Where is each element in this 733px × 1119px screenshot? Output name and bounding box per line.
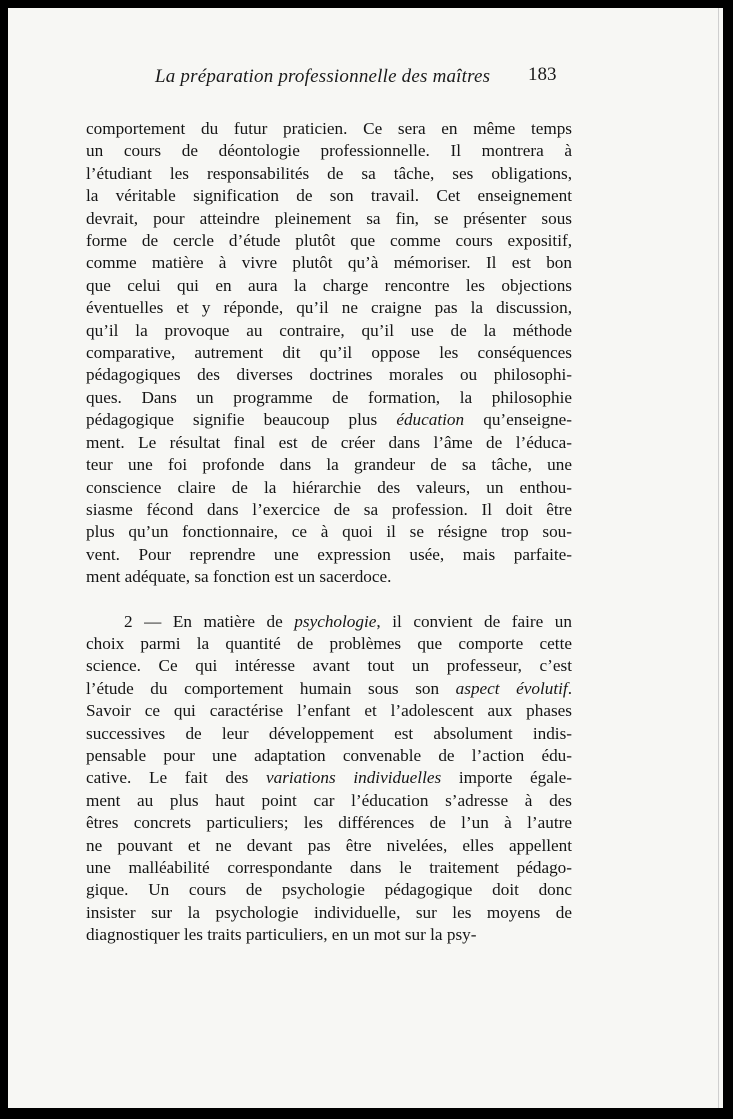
text-run: qu’il la provoque au contraire, qu’il use de la méthode bbox=[86, 320, 572, 340]
text-run: science. Ce qui intéresse avant tout un professeur, c’est bbox=[86, 656, 572, 676]
text-run: une malléabilité correspondante dans le traitement pédago- bbox=[86, 858, 572, 877]
text-run: vent. Pour reprendre une expression usée, mais parfaite- bbox=[86, 544, 572, 564]
running-title: La préparation professionnelle des maîtres bbox=[155, 66, 491, 87]
text-run: teur une foi profonde dans la grandeur de sa tâche, une bbox=[86, 455, 572, 475]
italic-phrase: psychologie bbox=[294, 611, 377, 631]
text-line bbox=[86, 812, 572, 834]
text-run: cative. Le fait des bbox=[86, 768, 266, 788]
text-run: , il convient de faire un bbox=[376, 611, 572, 631]
text-run: comme matière à vivre plutôt qu’à mémoriser. Il est bon bbox=[86, 253, 572, 273]
text-line bbox=[86, 723, 572, 745]
text-run: conscience claire de la hiérarchie des valeurs, un enthou- bbox=[86, 477, 572, 497]
text-run: ment adéquate, sa fonction est un sacerdoce. bbox=[86, 567, 392, 587]
book-page bbox=[8, 8, 723, 1108]
text-line bbox=[86, 857, 572, 879]
text-line bbox=[86, 208, 572, 230]
text-run: pédagogiques des diverses doctrines morales ou philosophi- bbox=[86, 365, 572, 385]
text-run: ment. Le résultat final est de créer dans l’âme de l’éduca- bbox=[86, 432, 572, 452]
text-line bbox=[86, 633, 572, 655]
text-run: 2 — En matière de bbox=[124, 611, 295, 631]
text-line bbox=[86, 163, 572, 185]
text-run: éventuelles et y réponde, qu’il ne craigne pas la discussion, bbox=[86, 298, 572, 318]
text-line bbox=[86, 477, 572, 499]
text-line bbox=[86, 252, 572, 274]
paragraph bbox=[86, 118, 572, 589]
text-run: ques. Dans un programme de formation, la philosophie bbox=[86, 387, 572, 407]
text-run: que celui qui en aura la charge rencontre les objections bbox=[86, 275, 572, 295]
paragraph bbox=[86, 611, 572, 947]
text-line bbox=[86, 678, 572, 700]
text-run: forme de cercle d’étude plutôt que comme cours expositif, bbox=[86, 231, 572, 251]
text-line bbox=[86, 118, 572, 140]
text-line bbox=[86, 611, 572, 633]
text-run: un cours de déontologie professionnelle. Il montrera à bbox=[86, 141, 572, 161]
text-line bbox=[86, 140, 572, 162]
text-run: comparative, autrement dit qu’il oppose les conséquences bbox=[86, 343, 572, 363]
text-line bbox=[86, 745, 572, 767]
text-line bbox=[86, 790, 572, 812]
text-run: la véritable signification de son travail. Cet enseignement bbox=[86, 186, 572, 206]
text-run: gique. Un cours de psychologie pédagogique doit donc bbox=[86, 880, 572, 900]
text-run: ne pouvant et ne devant pas être nivelées, elles appellent bbox=[86, 835, 572, 855]
italic-phrase: éducation bbox=[396, 410, 465, 430]
text-run: importe égale- bbox=[441, 768, 572, 788]
text-run: Savoir ce qui caractérise l’enfant et l’adolescent aux phases bbox=[86, 701, 572, 721]
page-edge-line bbox=[718, 8, 719, 1108]
text-line bbox=[86, 230, 572, 252]
text-line bbox=[86, 454, 572, 476]
text-run: pensable pour une adaptation convenable de l’action édu- bbox=[86, 745, 572, 765]
text-run: l’étude du comportement humain sous son bbox=[86, 678, 456, 698]
text-line bbox=[86, 700, 572, 722]
text-line bbox=[86, 521, 572, 543]
text-run: . bbox=[567, 678, 572, 698]
text-run: choix parmi la quantité de problèmes que comporte cette bbox=[86, 633, 572, 653]
text-line bbox=[86, 409, 572, 431]
italic-phrase: aspect évolutif bbox=[455, 678, 568, 698]
italic-phrase: variations individuelles bbox=[265, 768, 442, 788]
text-line bbox=[86, 566, 572, 588]
text-line bbox=[86, 185, 572, 207]
text-line bbox=[86, 499, 572, 521]
text-line bbox=[86, 432, 572, 454]
text-line bbox=[86, 364, 572, 386]
text-run: qu’enseigne- bbox=[464, 410, 572, 430]
text-line bbox=[86, 835, 572, 857]
body-text bbox=[86, 118, 572, 947]
paragraph-gap bbox=[86, 589, 572, 611]
text-line bbox=[86, 767, 572, 789]
text-run: successives de leur développement est absolument indis- bbox=[86, 723, 572, 743]
text-run: diagnostiquer les traits particuliers, en un mot sur la psy- bbox=[86, 925, 477, 945]
text-line bbox=[86, 655, 572, 677]
text-line bbox=[86, 544, 572, 566]
text-line bbox=[86, 902, 572, 924]
text-line bbox=[86, 297, 572, 319]
text-run: l’étudiant les responsabilités de sa tâche, ses obligations, bbox=[86, 163, 572, 183]
text-line bbox=[86, 275, 572, 297]
text-run: comportement du futur praticien. Ce sera en même temps bbox=[86, 119, 572, 138]
text-line bbox=[86, 320, 572, 342]
text-run: devrait, pour atteindre pleinement sa fin, se présenter sous bbox=[86, 208, 572, 228]
text-line bbox=[86, 879, 572, 901]
text-run: plus qu’un fonctionnaire, ce à quoi il se résigne trop sou- bbox=[86, 522, 572, 542]
text-run: êtres concrets particuliers; les différences de l’un à l’autre bbox=[86, 813, 572, 833]
text-line bbox=[86, 387, 572, 409]
text-line bbox=[86, 342, 572, 364]
text-run: ment au plus haut point car l’éducation s’adresse à des bbox=[86, 790, 572, 810]
text-run: pédagogique signifie beaucoup plus bbox=[86, 410, 397, 430]
text-line bbox=[86, 924, 572, 946]
text-run: siasme fécond dans l’exercice de sa profession. Il doit être bbox=[86, 499, 572, 519]
text-run: insister sur la psychologie individuelle, sur les moyens de bbox=[86, 902, 572, 922]
page-number: 183 bbox=[528, 64, 557, 85]
